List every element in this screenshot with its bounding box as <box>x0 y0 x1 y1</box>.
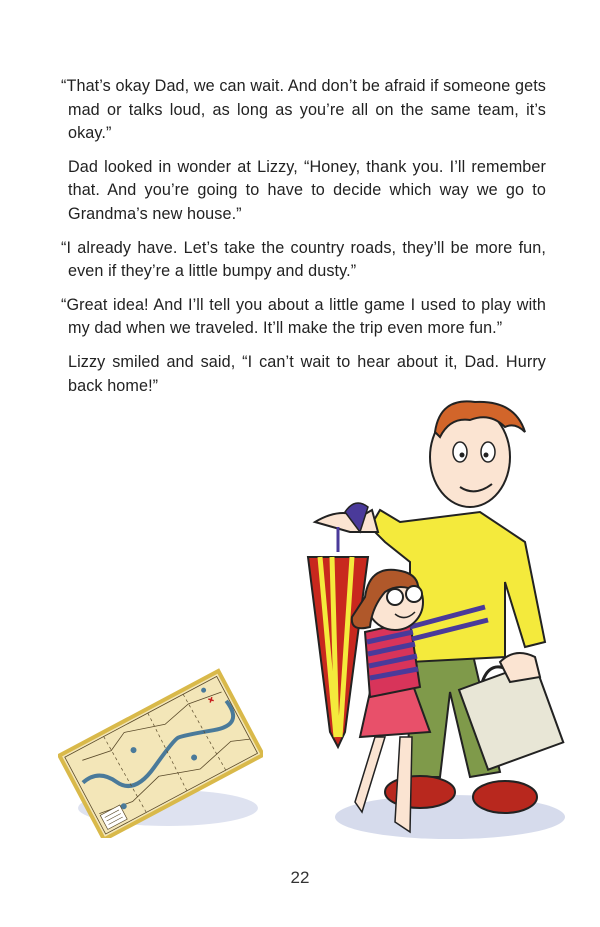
paragraph-3: “I already have. Let’s take the country roads, they’ll be more fun, even if they’re a little bumpy and dusty.” <box>61 238 546 281</box>
paragraph-2: Dad looked in wonder at Lizzy, “Honey, thank you. I’ll remember that. And you’re going to have to decide which way we go to Grandma’s new house.” <box>68 157 546 223</box>
page-number: 22 <box>290 868 310 887</box>
map-illustration <box>58 668 263 838</box>
dad-and-lizzy-illustration <box>300 392 570 852</box>
paragraph-4: “Great idea! And I’ll tell you about a little game I used to play with my dad when we traveled. It’ll make the trip even more fun.” <box>61 295 546 338</box>
paragraph-5: Lizzy smiled and said, “I can’t wait to hear about it, Dad. Hurry back home!” <box>68 352 546 395</box>
story-text <box>61 75 546 408</box>
paragraph-1: “That’s okay Dad, we can wait. And don’t be afraid if someone gets mad or talks loud, as long as you’re all on the same team, it’s okay.” <box>61 77 546 143</box>
